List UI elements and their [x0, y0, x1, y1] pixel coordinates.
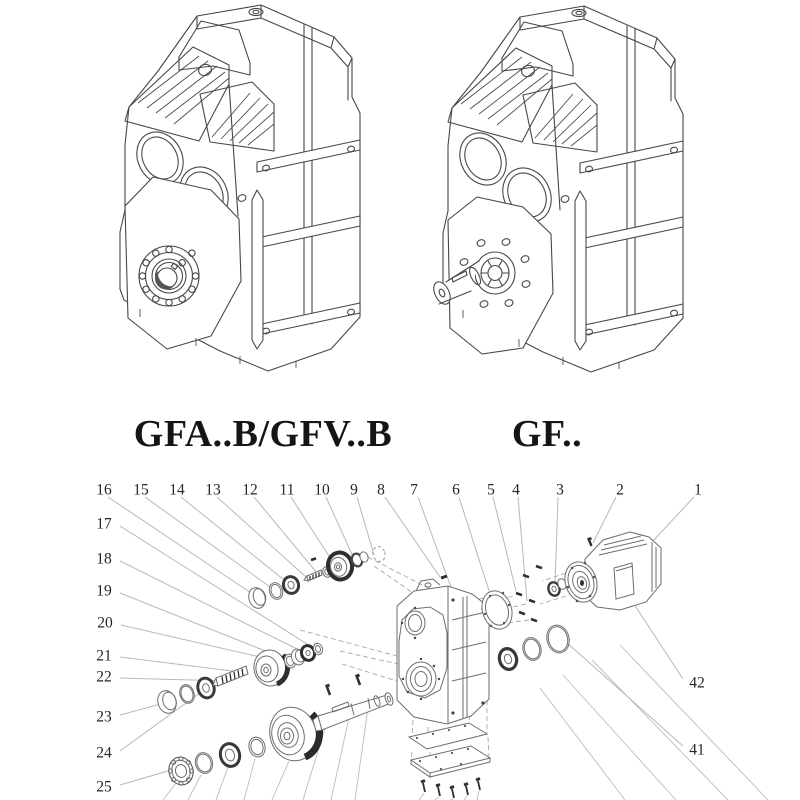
- vent-plug: [441, 576, 447, 578]
- figure-caption-gfab: GFA..B/GFV..B: [133, 413, 393, 455]
- exploded-parts-diagram: [0, 480, 800, 800]
- flange-bolts: [516, 566, 542, 621]
- part-number-label-8: 8: [377, 481, 385, 499]
- part-number-label-19: 19: [96, 582, 112, 600]
- gasket: [409, 723, 487, 749]
- part-number-label-12: 12: [242, 481, 258, 499]
- leader-line-8: [385, 497, 440, 577]
- part-number-label-2: 2: [616, 481, 624, 499]
- set-screw: [311, 558, 316, 560]
- part-number-label-20: 20: [97, 614, 113, 632]
- gfab-side-straps: [252, 140, 360, 349]
- leader-line-21: [120, 657, 248, 673]
- output-shaft: [318, 695, 391, 730]
- leader-line-12: [254, 497, 317, 573]
- part-number-label-1: 1: [694, 481, 702, 499]
- motor-body: [585, 532, 661, 610]
- leader-line-3: [555, 497, 558, 584]
- leader-line-14: [181, 497, 289, 584]
- exploded-housing: [397, 579, 489, 724]
- gf-front-face: [430, 125, 569, 354]
- exploded-gasket-and-cover: [409, 723, 490, 798]
- part-number-label-17: 17: [96, 515, 112, 533]
- part-number-label-13: 13: [205, 481, 221, 499]
- part-number-label-7: 7: [410, 481, 418, 499]
- leader-line-2: [593, 497, 616, 543]
- part-number-label-15: 15: [133, 481, 149, 499]
- exploded-input-cover-and-rings: [477, 566, 572, 671]
- part-number-label-16: 16: [96, 481, 112, 499]
- gearbox-isometric-gf: [420, 0, 720, 390]
- part-number-label-14: 14: [169, 481, 185, 499]
- gearbox-isometric-gfab: [100, 0, 400, 390]
- cover-bolts: [421, 779, 480, 799]
- part-number-label-5: 5: [487, 481, 495, 499]
- leader-line-9: [357, 497, 374, 555]
- exploded-motor: [560, 532, 661, 610]
- cover-plate: [411, 746, 490, 773]
- part-number-label-3: 3: [556, 481, 564, 499]
- leader-line-1: [652, 497, 694, 542]
- part-number-label-4: 4: [512, 481, 520, 499]
- leader-line-16: [108, 497, 254, 595]
- leader-line-22: [120, 678, 230, 681]
- part-number-label-22: 22: [96, 668, 112, 686]
- part-number-label-25: 25: [96, 778, 112, 796]
- part-number-label-18: 18: [96, 550, 112, 568]
- part-number-label-23: 23: [96, 708, 112, 726]
- figure-caption-gf: GF..: [511, 413, 583, 455]
- part-number-label-21: 21: [96, 647, 112, 665]
- part-number-label-9: 9: [350, 481, 358, 499]
- part-number-label-11: 11: [279, 481, 295, 499]
- gf-side-straps: [575, 141, 683, 350]
- part-number-label-41: 41: [689, 741, 705, 759]
- part-number-label-42: 42: [689, 674, 705, 692]
- exploded-intermediate-shaft-parts: [155, 642, 324, 716]
- leader-line-6: [459, 497, 492, 600]
- part-number-label-10: 10: [314, 481, 330, 499]
- part-number-label-6: 6: [452, 481, 460, 499]
- part-number-label-24: 24: [96, 744, 112, 762]
- leader-line-4: [518, 497, 527, 601]
- leader-line-15: [145, 497, 273, 589]
- gfab-front-face: [125, 124, 247, 349]
- leader-line-5: [493, 497, 516, 591]
